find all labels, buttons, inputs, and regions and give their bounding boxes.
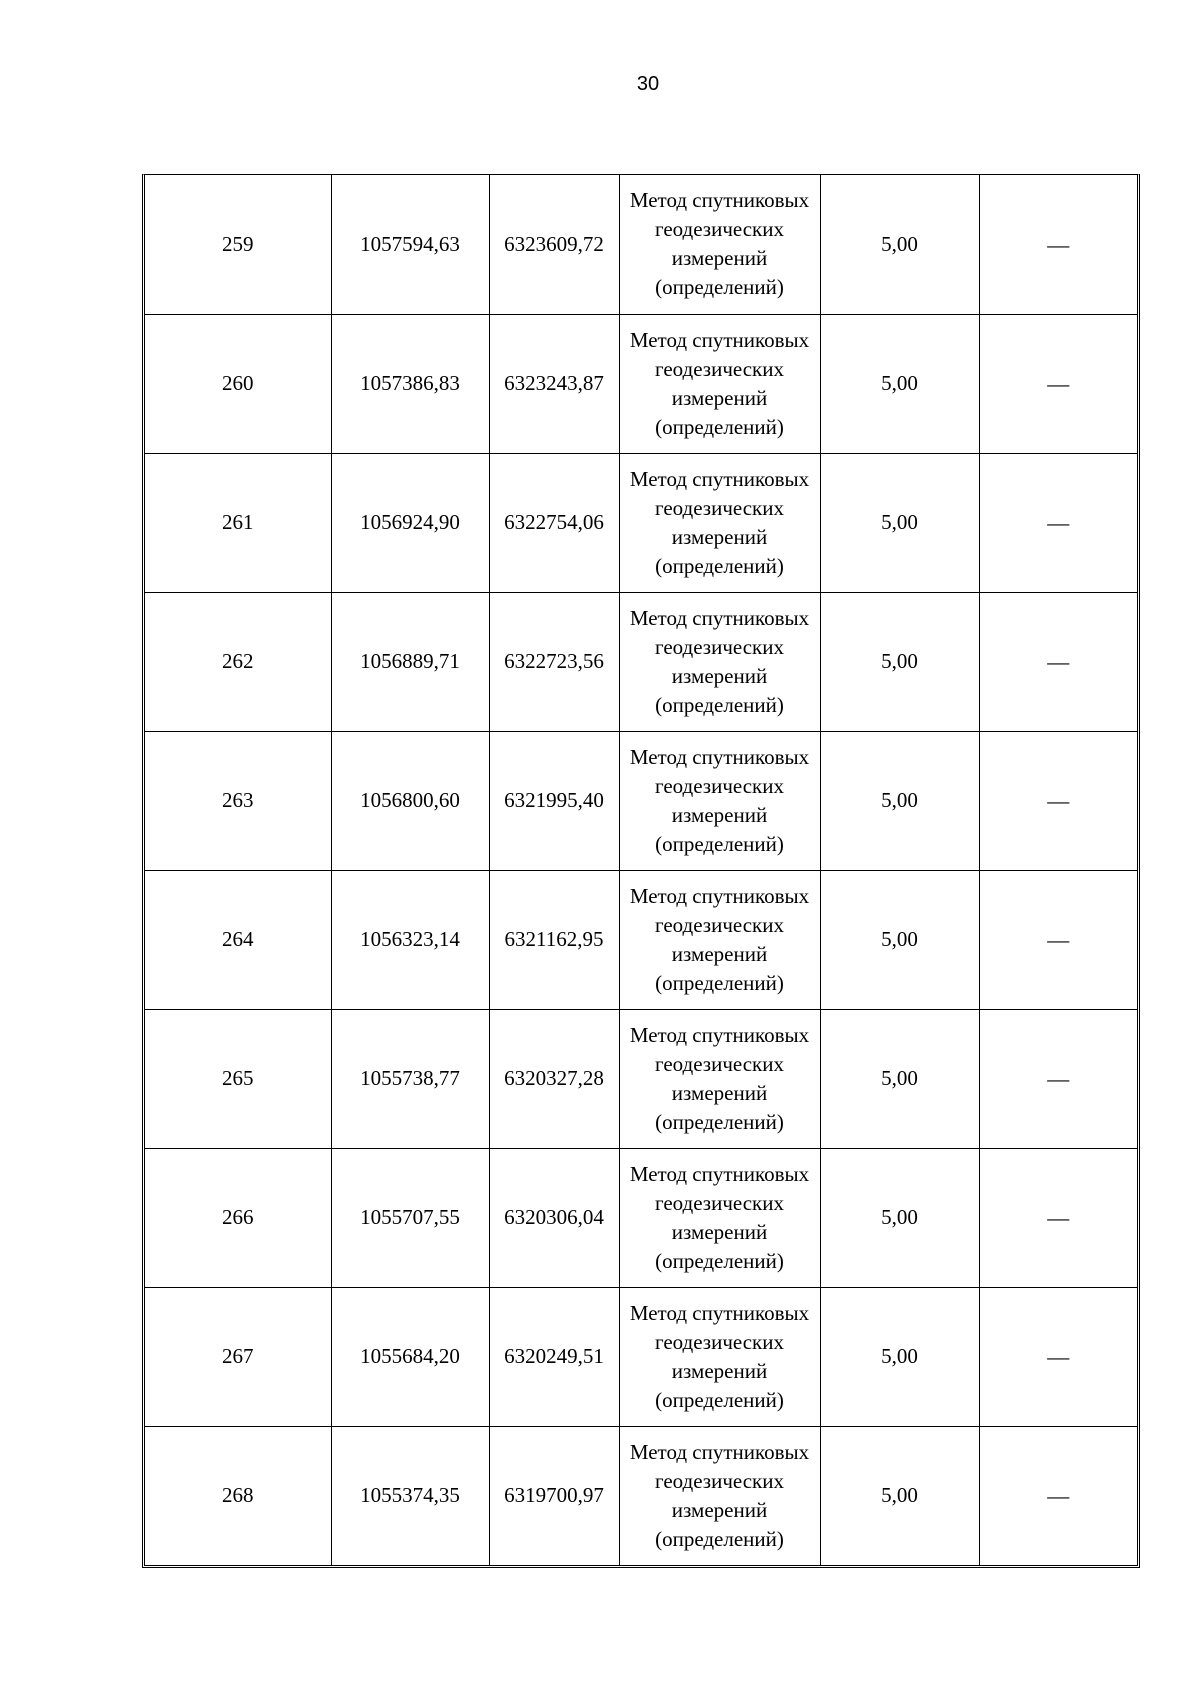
y-coordinate-cell: 6322723,56 [489,592,619,731]
y-coordinate-cell: 6320306,04 [489,1148,619,1287]
method-cell [619,1287,820,1426]
note-cell: — [979,175,1137,314]
accuracy-cell: 5,00 [820,592,979,731]
y-coordinate-cell: 6321995,40 [489,731,619,870]
point-number-cell: 265 [145,1009,331,1148]
x-coordinate-cell: 1055374,35 [331,1426,489,1565]
x-coordinate-cell: 1057386,83 [331,314,489,453]
method-text: Метод спутниковых геодезических измерений (определений) [629,327,810,439]
y-coordinate-cell: 6319700,97 [489,1426,619,1565]
y-coordinate-cell: 6323243,87 [489,314,619,453]
note-cell: — [979,1426,1137,1565]
y-coordinate-cell: 6321162,95 [489,870,619,1009]
table-row [145,1287,1137,1426]
method-cell [619,314,820,453]
method-text: Метод спутниковых геодезических измерений (определений) [629,1022,810,1134]
point-number-cell: 262 [145,592,331,731]
method-text: Метод спутниковых геодезических измерений (определений) [629,1300,810,1412]
point-number-cell: 259 [145,175,331,314]
note-cell: — [979,314,1137,453]
method-cell [619,870,820,1009]
method-cell [619,592,820,731]
table-row [145,870,1137,1009]
note-cell: — [979,870,1137,1009]
method-text: Метод спутниковых геодезических измерений (определений) [629,188,810,300]
x-coordinate-cell: 1056323,14 [331,870,489,1009]
x-coordinate-cell: 1055738,77 [331,1009,489,1148]
note-cell: — [979,453,1137,592]
method-text: Метод спутниковых геодезических измерений (определений) [629,1161,810,1273]
method-cell [619,175,820,314]
method-text: Метод спутниковых геодезических измерений (определений) [629,605,810,717]
accuracy-cell: 5,00 [820,870,979,1009]
method-cell [619,453,820,592]
note-cell: — [979,1287,1137,1426]
method-text: Метод спутниковых геодезических измерений (определений) [629,466,810,578]
point-number-cell: 268 [145,1426,331,1565]
x-coordinate-cell: 1056924,90 [331,453,489,592]
accuracy-cell: 5,00 [820,453,979,592]
point-number-cell: 260 [145,314,331,453]
point-number-cell: 261 [145,453,331,592]
x-coordinate-cell: 1057594,63 [331,175,489,314]
method-text: Метод спутниковых геодезических измерений (определений) [629,883,810,995]
table-row [145,1009,1137,1148]
y-coordinate-cell: 6323609,72 [489,175,619,314]
table-row [145,592,1137,731]
coordinates-table [142,174,1140,1568]
page-number: 30 [636,73,660,95]
table-row [145,1426,1137,1565]
y-coordinate-cell: 6320249,51 [489,1287,619,1426]
table-row [145,731,1137,870]
x-coordinate-cell: 1056800,60 [331,731,489,870]
note-cell: — [979,1009,1137,1148]
point-number-cell: 266 [145,1148,331,1287]
table-row [145,175,1137,314]
coordinates-table-grid [145,175,1137,1565]
method-cell [619,1009,820,1148]
method-cell [619,731,820,870]
accuracy-cell: 5,00 [820,1009,979,1148]
note-cell: — [979,731,1137,870]
note-cell: — [979,1148,1137,1287]
x-coordinate-cell: 1055707,55 [331,1148,489,1287]
accuracy-cell: 5,00 [820,1426,979,1565]
method-text: Метод спутниковых геодезических измерений (определений) [629,1439,810,1551]
accuracy-cell: 5,00 [820,1287,979,1426]
accuracy-cell: 5,00 [820,175,979,314]
method-text: Метод спутниковых геодезических измерений (определений) [629,744,810,856]
x-coordinate-cell: 1055684,20 [331,1287,489,1426]
y-coordinate-cell: 6320327,28 [489,1009,619,1148]
table-row [145,314,1137,453]
method-cell [619,1148,820,1287]
note-cell: — [979,592,1137,731]
x-coordinate-cell: 1056889,71 [331,592,489,731]
table-row [145,1148,1137,1287]
method-cell [619,1426,820,1565]
accuracy-cell: 5,00 [820,1148,979,1287]
point-number-cell: 263 [145,731,331,870]
y-coordinate-cell: 6322754,06 [489,453,619,592]
accuracy-cell: 5,00 [820,314,979,453]
point-number-cell: 264 [145,870,331,1009]
table-row [145,453,1137,592]
accuracy-cell: 5,00 [820,731,979,870]
point-number-cell: 267 [145,1287,331,1426]
